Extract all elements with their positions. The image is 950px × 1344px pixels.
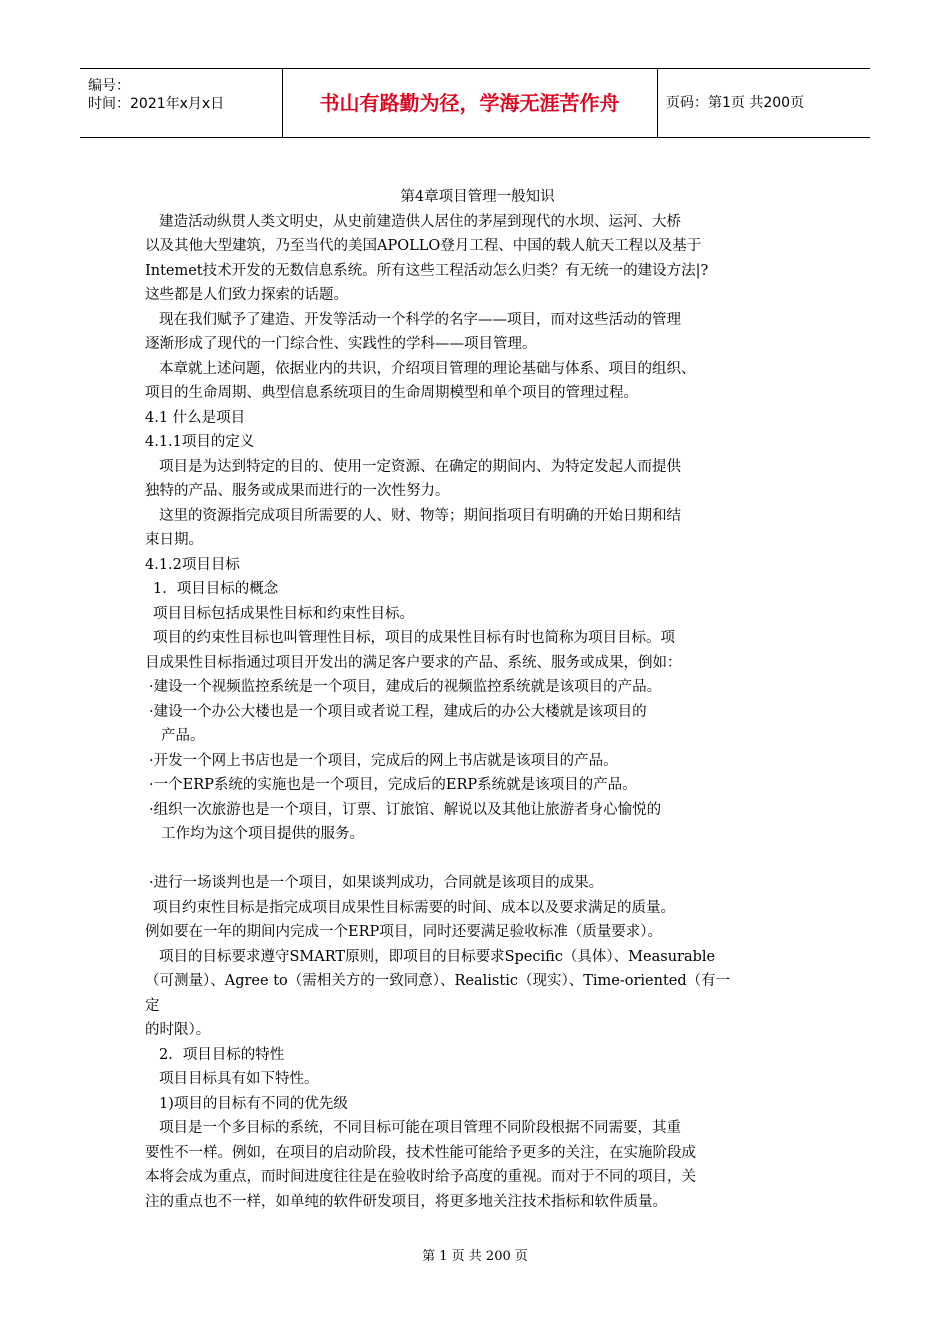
paragraph-line: 项目目标具有如下特性。	[159, 1071, 319, 1087]
item-heading: 1)项目的目标有不同的优先级	[159, 1095, 348, 1112]
item-heading: 1．项目目标的概念	[153, 581, 279, 597]
paragraph-line: 注的重点也不一样，如单纯的软件研发项目，将更多地关注技术指标和软件质量。	[145, 1193, 667, 1210]
paragraph-line: 建造活动纵贯人类文明史，从史前建造供人居住的茅屋到现代的水坝、运河、大桥	[159, 213, 681, 230]
paragraph-line: 本将会成为重点，而时间进度往往是在验收时给予高度的重视。而对于不同的项目，关	[145, 1169, 696, 1185]
paragraph-line: 项目的目标要求遵守SMART原则，即项目的目标要求Specific（具体）、Measurable	[159, 948, 716, 965]
paragraph-line: 项目约束性目标是指完成项目成果性目标需要的时间、成本以及要求满足的质量。	[153, 899, 675, 916]
paragraph-line: 项目的约束性目标也叫管理性目标，项目的成果性目标有时也简称为项目目标。项	[153, 630, 675, 646]
bullet-item: ·建设一个办公大楼也是一个项目或者说工程，建成后的办公大楼就是该项目的	[149, 703, 647, 720]
paragraph-line: Intemet技术开发的无数信息系统。所有这些工程活动怎么归类？有无统一的建设方法|?	[145, 262, 709, 279]
bullet-continuation: 工作均为这个项目提供的服务。	[161, 826, 364, 842]
paragraph-line: 的时限）。	[145, 1022, 211, 1038]
paragraph-line: 目成果性目标指通过项目开发出的满足客户要求的产品、系统、服务或成果，倒如：	[145, 654, 682, 671]
paragraph-line: 本章就上述问题，依据业内的共识，介绍项目管理的理论基础与体系、项目的组织、	[159, 360, 696, 377]
paragraph-line: 项目是为达到特定的目的、使用一定资源、在确定的期间内、为特定发起人而提供	[159, 458, 681, 475]
bullet-continuation: 产品。	[161, 728, 205, 744]
paragraph-line: 例如要在一年的期间内完成一个ERP项目，同时还要满足验收标准（质量要求）。	[145, 924, 663, 940]
paragraph-line: 逐渐形成了现代的一门综合性、实践性的学科——项目管理。	[145, 336, 537, 352]
page-header	[80, 68, 870, 138]
header-motto: 书山有路勤为径，学海无涯苦作舟	[282, 69, 658, 137]
bullet-item: ·开发一个网上书店也是一个项目，完成后的网上书店就是该项目的产品。	[149, 752, 618, 769]
paragraph-line: 束日期。	[145, 532, 203, 548]
page-footer: 第 1 页 共 200 页	[422, 1249, 528, 1264]
paragraph-line: 项目目标包括成果性目标和约束性目标。	[153, 605, 414, 622]
bullet-item: ·建设一个视频监控系统是一个项目，建成后的视频监控系统就是该项目的产品。	[149, 679, 662, 695]
header-number-label: 编号：	[88, 78, 130, 94]
chapter-title: 第4章项目管理一般知识	[400, 189, 555, 205]
blank-line	[145, 847, 810, 872]
item-heading: 2．项目目标的特性	[159, 1046, 285, 1063]
paragraph-line: 这里的资源指完成项目所需要的人、财、物等；期间指项目有明确的开始日期和结	[159, 507, 681, 524]
paragraph-line: 要性不一样。例如，在项目的启动阶段，技术性能可能给予更多的关注，在实施阶段成	[145, 1144, 696, 1161]
subsection-heading: 4.1.1项目的定义	[145, 434, 255, 450]
subsection-heading: 4.1.2项目目标	[145, 556, 240, 573]
paragraph-line: 这些都是人们致力探索的话题。	[145, 287, 348, 303]
paragraph-line: 项目是一个多目标的系统，不同目标可能在项目管理不同阶段根据不同需要，其重	[159, 1120, 681, 1136]
bullet-item: ·组织一次旅游也是一个项目，订票、订旅馆、解说以及其他让旅游者身心愉悦的	[149, 801, 662, 818]
header-date: 时间：2021年x月x日	[88, 96, 225, 112]
paragraph-line: 现在我们赋予了建造、开发等活动一个科学的名字——项目，而对这些活动的管理	[159, 311, 681, 328]
paragraph-line: 以及其他大型建筑，乃至当代的美国APOLLO登月工程、中国的载人航天工程以及基于	[145, 238, 702, 254]
bullet-item: ·进行一场谈判也是一个项目，如果谈判成功，合同就是该项目的成果。	[149, 875, 604, 891]
header-meta	[80, 69, 283, 137]
section-heading: 4.1 什么是项目	[145, 409, 246, 426]
paragraph-line: 定	[145, 997, 160, 1014]
paragraph-line: 独特的产品、服务或成果而进行的一次性努力。	[145, 483, 450, 499]
header-page-info: 页码：第1页 共200页	[666, 95, 805, 111]
bullet-item: ·一个ERP系统的实施也是一个项目，完成后的ERP系统就是该项目的产品。	[149, 777, 637, 793]
paragraph-line: （可测量）、Agree to（需相关方的一致同意）、Realistic（现实）、Time-oriented（有一	[145, 973, 731, 989]
document-body	[145, 185, 810, 1214]
paragraph-line: 项目的生命周期、典型信息系统项目的生命周期模型和单个项目的管理过程。	[145, 385, 638, 401]
